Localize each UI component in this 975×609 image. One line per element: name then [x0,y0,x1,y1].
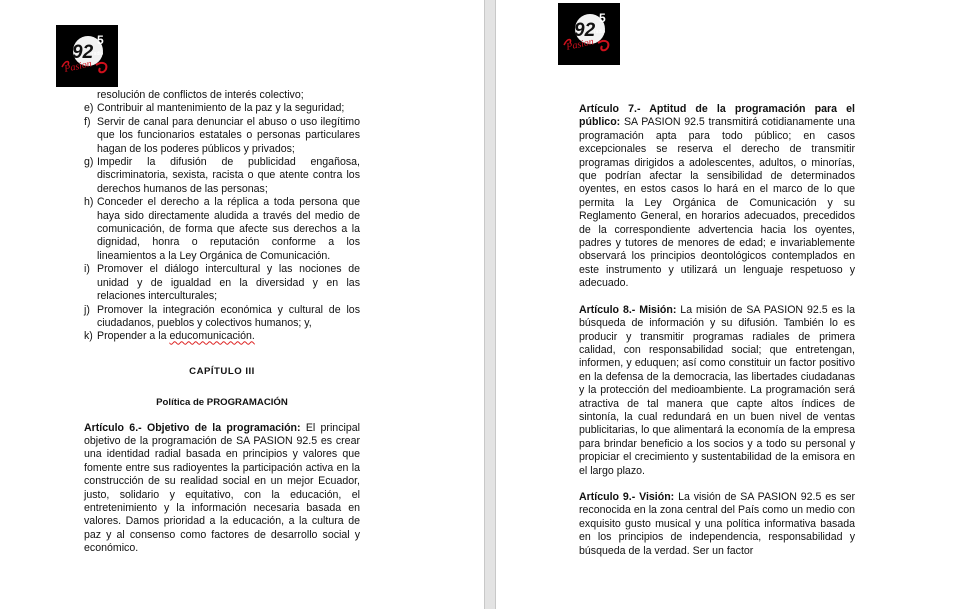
article-8-body: La misión de SA PASION 92.5 es la búsqueda de información y su difusión. También lo es producir y transmitir programas radiales de primera calidad, con responsabilidad social; que entretengan, informen, y eduquen; así como constituir un factor positivo en la defensa de la democracia, las libertades ciudadanas y la protección del medioambiente. La programación será atractiva de tal manera que capte altos índices de sintonía, la cual redundará en un buen nivel de ventas publicitarias, lo que alimentará la economía de la empresa para brindar beneficio a los socios y a todo su personal y propiciar el crecimiento y sustentabilidad de la emisora en el largo plazo. [579,303,855,477]
article-7-body: SA PASION 92.5 transmitirá cotidianamente una programación apta para todo público; en casos excepcionales se reserva el derecho de transmitir programas dirigidos a adolescentes, adultos, o minorías, que podrían afectar la sensibilidad de determinados oyentes, en estos casos lo hará en el marco de lo que permita la Ley Orgánica de Comunicación y su Reglamento General, en horarios adecuados, precedidos de la correspondiente advertencia hacia los oyentes, padres y tutores de menores de edad; e invariablemente observará los principios deontológicos contemplados en este instrumento y utilizará un lenguaje respetuoso y adecuado. [579,116,855,290]
section-heading: Política de PROGRAMACIÓN [156,397,288,409]
objectives-list [84,102,360,343]
radio-logo [558,3,620,65]
logo-graphic [558,3,620,65]
list-item [84,116,360,156]
article-8-title: Artículo 8.- Misión: [579,303,677,316]
article-7-paragraph [579,103,855,291]
logo-graphic [56,25,118,87]
list-letter: k) [84,330,93,343]
article-8-paragraph [579,304,855,478]
article-6-paragraph [84,422,360,556]
logo-radio-word: radio [92,51,104,57]
list-letter: j) [84,303,90,316]
list-text [97,330,360,343]
list-letter: i) [84,263,90,276]
document-page-left [0,0,484,609]
logo-number: 92 [72,42,94,63]
article-9-paragraph [579,491,855,558]
list-letter: e) [84,102,94,115]
right-page-body [579,103,855,558]
list-item [84,156,360,196]
list-continuation: resolución de conflictos de interés colectivo; [97,89,304,101]
logo-brand: Pasion [63,58,93,75]
page-gutter [484,0,496,609]
chapter-heading: CAPÍTULO III [189,365,255,377]
list-letter: g) [84,156,94,169]
list-letter: f) [84,115,91,128]
list-text: Servir de canal para denunciar el abuso o uso ilegítimo que los funcionarios estatales o personas particulares hagan de los poderes públicos y privados; [97,115,360,155]
list-text: Promover el diálogo intercultural y las nociones de unidad y de igualdad en la diversidad y en las relaciones interculturales; [97,263,360,303]
spellcheck-word[interactable]: educomunicación. [169,330,255,343]
list-text: Promover la integración económica y cultural de los ciudadanos, pueblos y colectivos humanos; y, [97,303,360,329]
list-item [84,304,360,331]
logo-number: 92 [574,20,596,41]
list-text: Impedir la difusión de publicidad engañosa, discriminatoria, sexista, racista o que atente contra los derechos humanos de las personas; [97,156,360,195]
list-item [84,196,360,263]
radio-logo [56,25,118,87]
paragraph-spacer [579,291,855,304]
logo-radio-word: radio [594,29,606,35]
logo-decimal: 5 [599,11,606,25]
paragraph-spacer [579,478,855,491]
logo-decimal: 5 [97,33,104,47]
list-text: Contribuir al mantenimiento de la paz y la seguridad; [97,102,345,115]
logo-brand: Pasion [565,36,595,53]
article-9-title: Artículo 9.- Visión: [579,490,675,503]
list-text-prefix: Propender a la [97,330,170,343]
article-9-body: La visión de SA PASION 92.5 es ser reconocida en la zona central del País como un medio con exquisito gusto musical y una política informativa basada en los principios de independencia, responsabilidad y búsqueda de la verdad. Ser un factor [579,490,855,557]
left-page-body [84,89,360,556]
list-item [84,102,360,115]
article-6-title: Artículo 6.- Objetivo de la programación: [84,421,301,434]
article-6-body: El principal objetivo de la programación de SA PASION 92.5 es crear una identidad radial basada en principios y valores que fomente entre sus radioyentes la participación activa en la construcción de su realidad social en un mejor Ecuador, justo, solidario y equitativo, con la educación, el entretenimiento y la información necesaria basada en valores. Damos prioridad a la educación, a la cultura de paz y al consenso como factores de desarrollo social y económico. [84,421,360,555]
list-text: Conceder el derecho a la réplica a toda persona que haya sido directamente aludida a través del medio de comunicación, de forma que afecte sus derechos a la dignidad, honra o reputación conforme a los lineamientos a la Ley Orgánica de Comunicación. [97,196,360,262]
list-letter: h) [84,196,94,209]
list-item [84,263,360,303]
list-item [84,330,360,343]
article-7-title: Artículo 7.- Aptitud de la programación para el público: [579,103,855,129]
